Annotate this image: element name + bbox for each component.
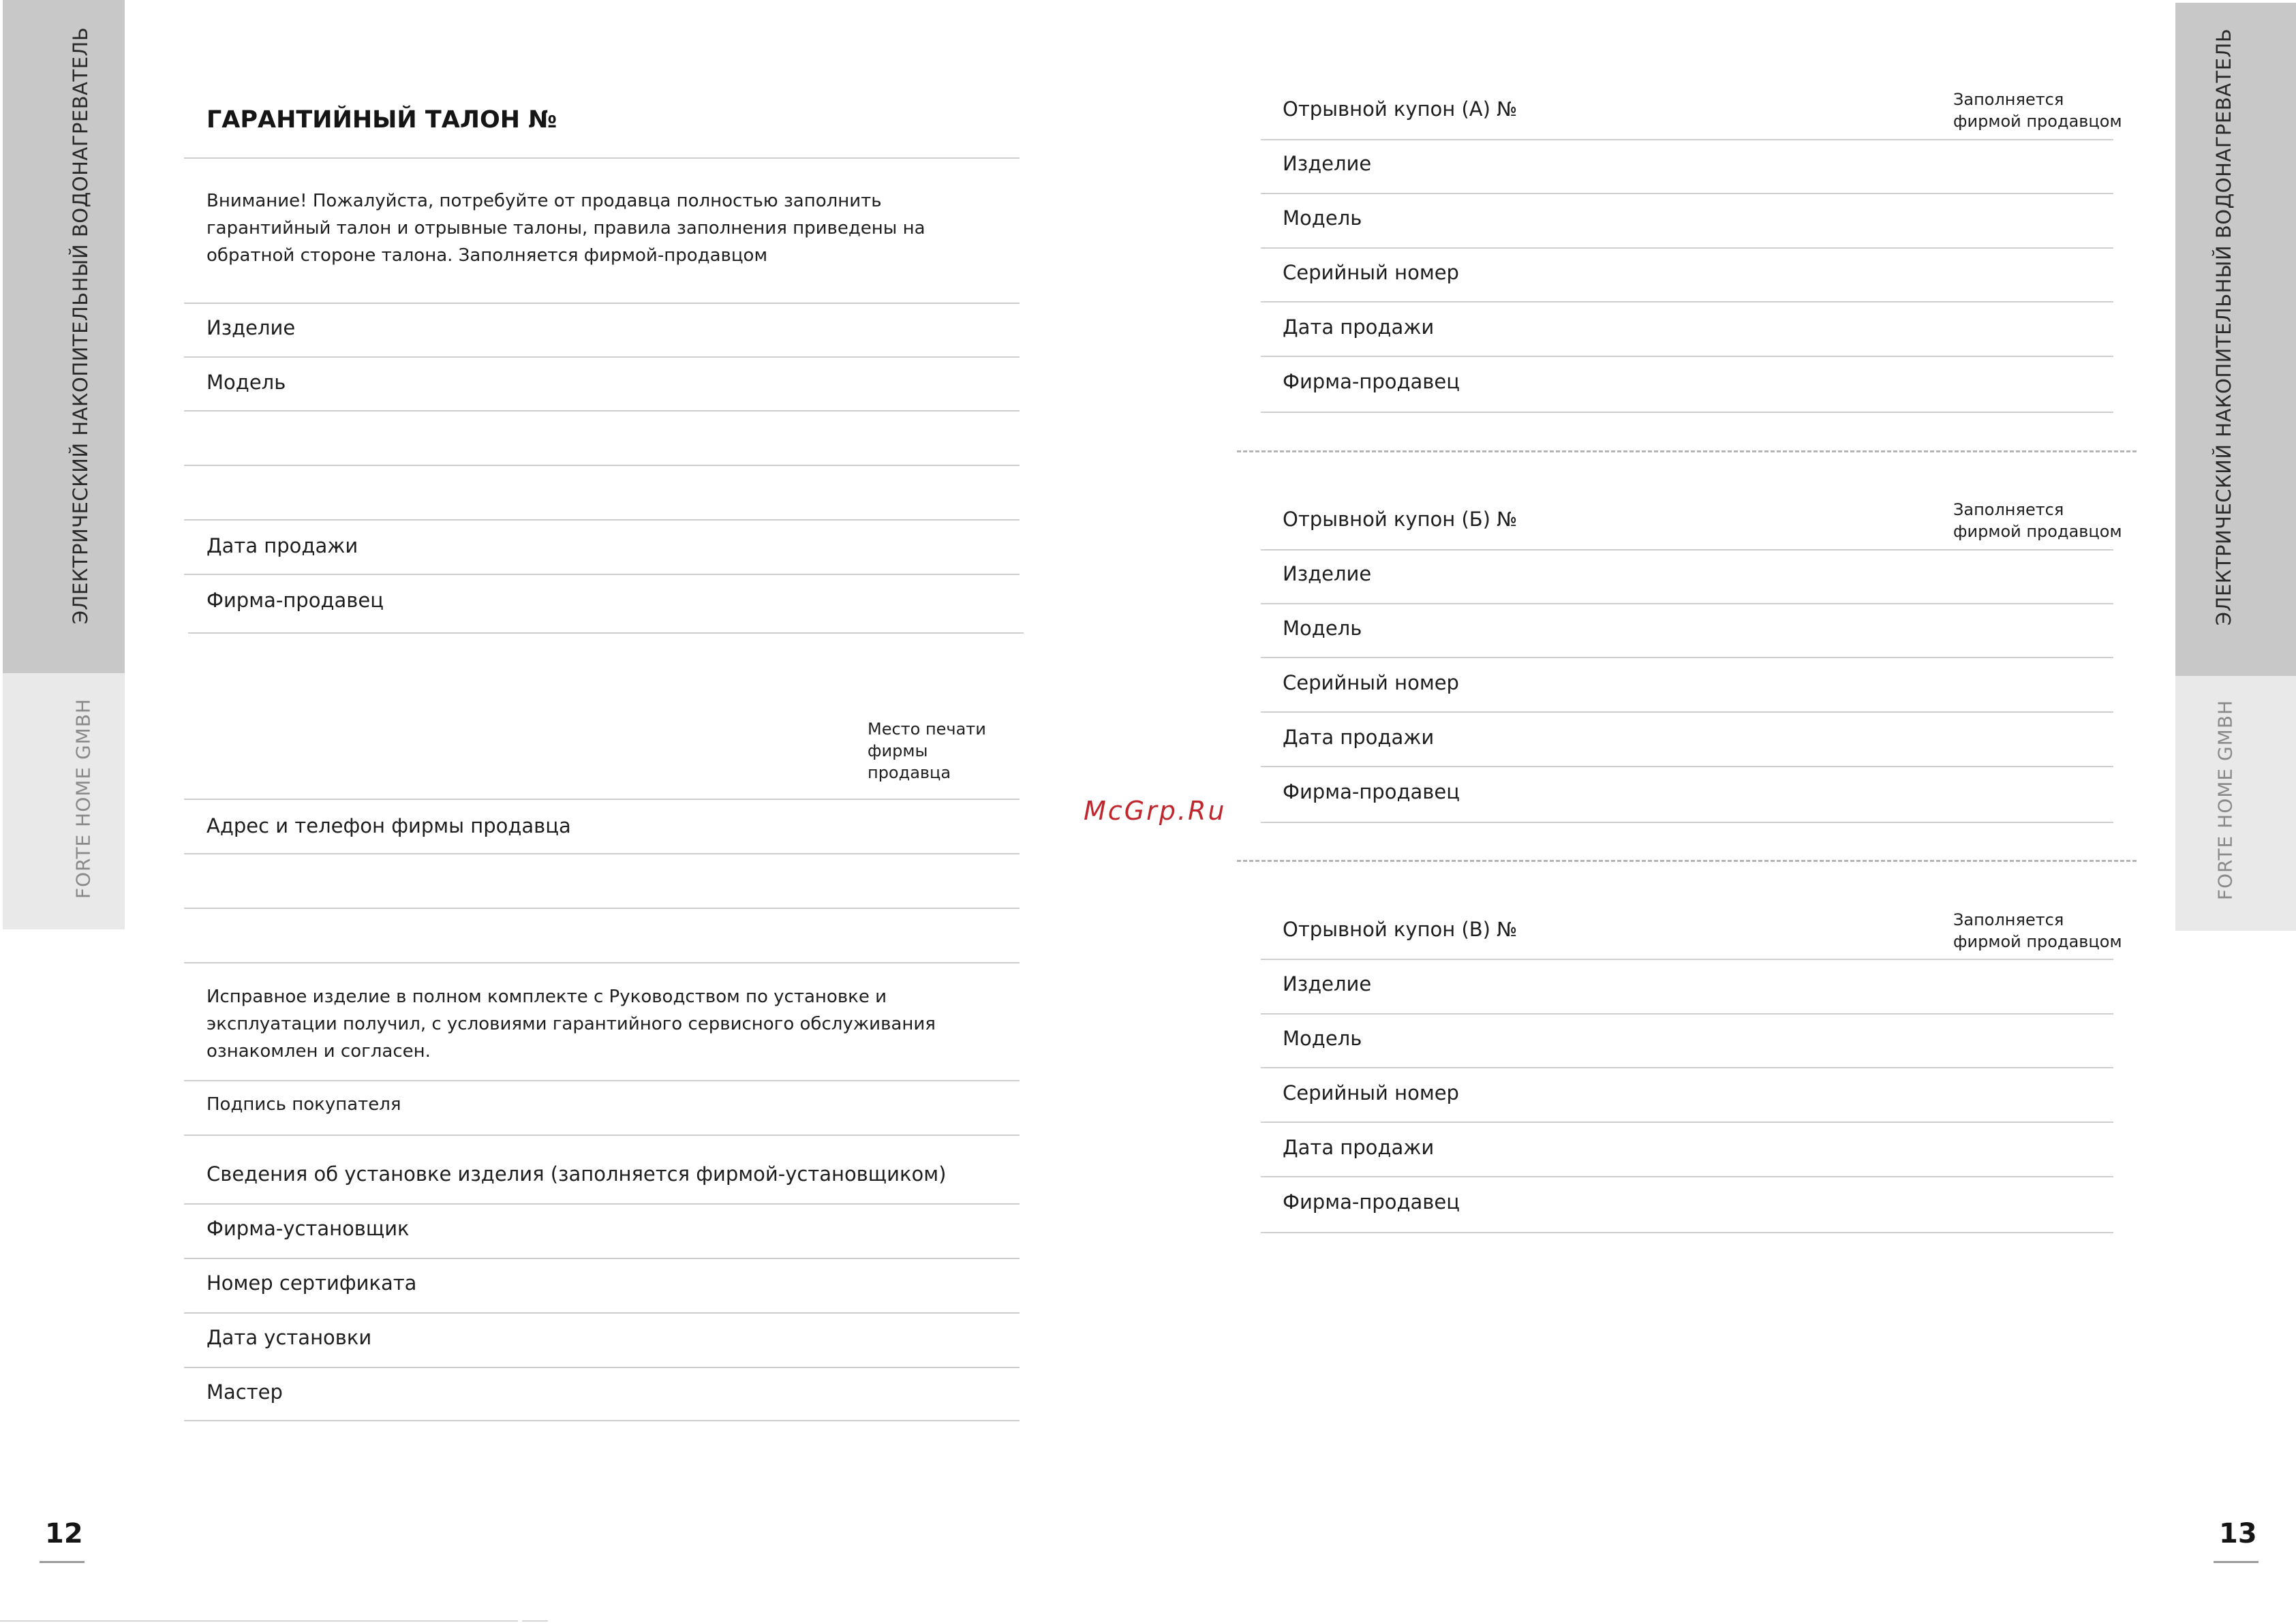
field-certificate-line: [184, 1312, 1020, 1314]
warranty-notice: Внимание! Пожалуйста, потребуйте от продавца полностью заполнить гарантийный талон и отрывные талоны, правила заполнения приведены на обратной стороне талона. Заполняется фирмой-продавцом: [206, 191, 925, 266]
divider: [1261, 959, 2113, 960]
left-side-brand-label: FORTE HOME GMBH: [72, 698, 95, 899]
coupon-title: Отрывной купон (А) №: [1283, 97, 1518, 121]
divider: [184, 799, 1020, 800]
coupon-note: Заполняется фирмой продавцом: [1953, 90, 2122, 131]
field-product-line: [184, 356, 1020, 358]
coupon-title: Отрывной купон (Б) №: [1283, 508, 1518, 531]
coupon-note: Заполняется фирмой продавцом: [1953, 910, 2122, 951]
coupon-field-label: Изделие: [1283, 972, 1372, 995]
coupon-field-line: [1261, 766, 2113, 767]
coupon-field-label: Дата продажи: [1283, 315, 1435, 339]
divider: [184, 1080, 1020, 1081]
coupon-field-label: Фирма-продавец: [1283, 1190, 1460, 1214]
field-sale-date-line: [184, 574, 1020, 575]
installation-heading: Сведения об установке изделия (заполняется фирмой-установщиком): [206, 1162, 947, 1186]
coupon-field-line: [1261, 1067, 2113, 1068]
right-side-product-label: ЭЛЕКТРИЧЕСКИЙ НАКОПИТЕЛЬНЫЙ ВОДОНАГРЕВАТЕЛЬ: [2212, 28, 2235, 626]
field-product-label: Изделие: [206, 316, 296, 339]
right-side-tab: [2175, 3, 2296, 676]
divider: [184, 303, 1020, 304]
page-number-right: 13: [2219, 1518, 2257, 1549]
field-master-label: Мастер: [206, 1380, 283, 1404]
field-model-label: Модель: [206, 371, 286, 394]
coupon-field-line: [1261, 1013, 2113, 1015]
stamp-place-label: Место печати фирмы продавца: [868, 720, 986, 782]
coupon-field-line: [1261, 412, 2113, 413]
buyer-signature-label: Подпись покупателя: [206, 1094, 401, 1115]
field-seller-line: [188, 632, 1024, 634]
left-side-tab: [3, 0, 125, 673]
left-side-tab-brand-area: [3, 673, 125, 929]
page-number-underline: [40, 1561, 85, 1563]
coupon-field-label: Серийный номер: [1283, 1081, 1459, 1104]
coupon-field-label: Изделие: [1283, 562, 1372, 585]
coupon-field-label: Серийный номер: [1283, 261, 1459, 284]
coupon-field-line: [1261, 1176, 2113, 1177]
field-installer-label: Фирма-установщик: [206, 1217, 410, 1240]
acceptance-statement: Исправное изделие в полном комплекте с Руководством по установке и эксплуатации получил, с условиями гарантийного сервисного обслуживания ознакомлен и согласен.: [206, 987, 936, 1062]
field-install-date-line: [184, 1367, 1020, 1368]
left-side-product-label: ЭЛЕКТРИЧЕСКИЙ НАКОПИТЕЛЬНЫЙ ВОДОНАГРЕВАТЕЛЬ: [69, 27, 92, 625]
blank-line: [184, 908, 1020, 909]
coupon-field-label: Дата продажи: [1283, 1136, 1435, 1159]
field-master-line: [184, 1420, 1020, 1421]
coupon-field-label: Изделие: [1283, 152, 1372, 175]
field-install-date-label: Дата установки: [206, 1326, 372, 1349]
coupon-field-label: Фирма-продавец: [1283, 370, 1460, 393]
coupon-field-line: [1261, 711, 2113, 713]
page-number-left: 12: [45, 1518, 83, 1549]
coupon-field-label: Модель: [1283, 617, 1362, 640]
coupon-field-label: Серийный номер: [1283, 671, 1459, 694]
coupon-field-line: [1261, 247, 2113, 249]
coupon-title: Отрывной купон (В) №: [1283, 918, 1518, 941]
divider: [184, 1203, 1020, 1205]
buyer-signature-line: [184, 1134, 1020, 1136]
divider: [1261, 549, 2113, 551]
coupon-field-line: [1261, 603, 2113, 604]
bottom-edge-line: [0, 1620, 518, 1622]
field-seller-label: Фирма-продавец: [206, 589, 384, 612]
field-address-label: Адрес и телефон фирмы продавца: [206, 814, 571, 837]
coupon-note: Заполняется фирмой продавцом: [1953, 500, 2122, 541]
coupon-field-label: Модель: [1283, 206, 1362, 230]
coupon-field-label: Модель: [1283, 1027, 1362, 1050]
field-sale-date-label: Дата продажи: [206, 534, 358, 557]
blank-line: [184, 519, 1020, 521]
coupon-field-label: Дата продажи: [1283, 726, 1435, 749]
coupon-field-line: [1261, 356, 2113, 357]
watermark: McGrp.Ru: [1084, 796, 1227, 826]
field-model-line: [184, 410, 1020, 412]
coupon-field-line: [1261, 301, 2113, 303]
right-side-brand-label: FORTE HOME GMBH: [2214, 699, 2237, 901]
field-address-line: [184, 853, 1020, 854]
coupon-field-line: [1261, 193, 2113, 194]
field-certificate-label: Номер сертификата: [206, 1271, 417, 1295]
blank-line: [184, 962, 1020, 963]
coupon-field-line: [1261, 1232, 2113, 1233]
divider: [184, 157, 1020, 159]
divider: [1261, 139, 2113, 140]
tear-off-line: [1237, 860, 2137, 862]
coupon-field-line: [1261, 657, 2113, 658]
coupon-field-line: [1261, 822, 2113, 823]
tear-off-line: [1237, 450, 2137, 452]
coupon-field-label: Фирма-продавец: [1283, 780, 1460, 803]
page-number-underline: [2214, 1561, 2259, 1563]
field-installer-line: [184, 1258, 1020, 1259]
blank-line: [184, 465, 1020, 466]
bottom-edge-line: [522, 1620, 548, 1622]
warranty-card-title: ГАРАНТИЙНЫЙ ТАЛОН №: [206, 106, 557, 134]
coupon-field-line: [1261, 1122, 2113, 1123]
